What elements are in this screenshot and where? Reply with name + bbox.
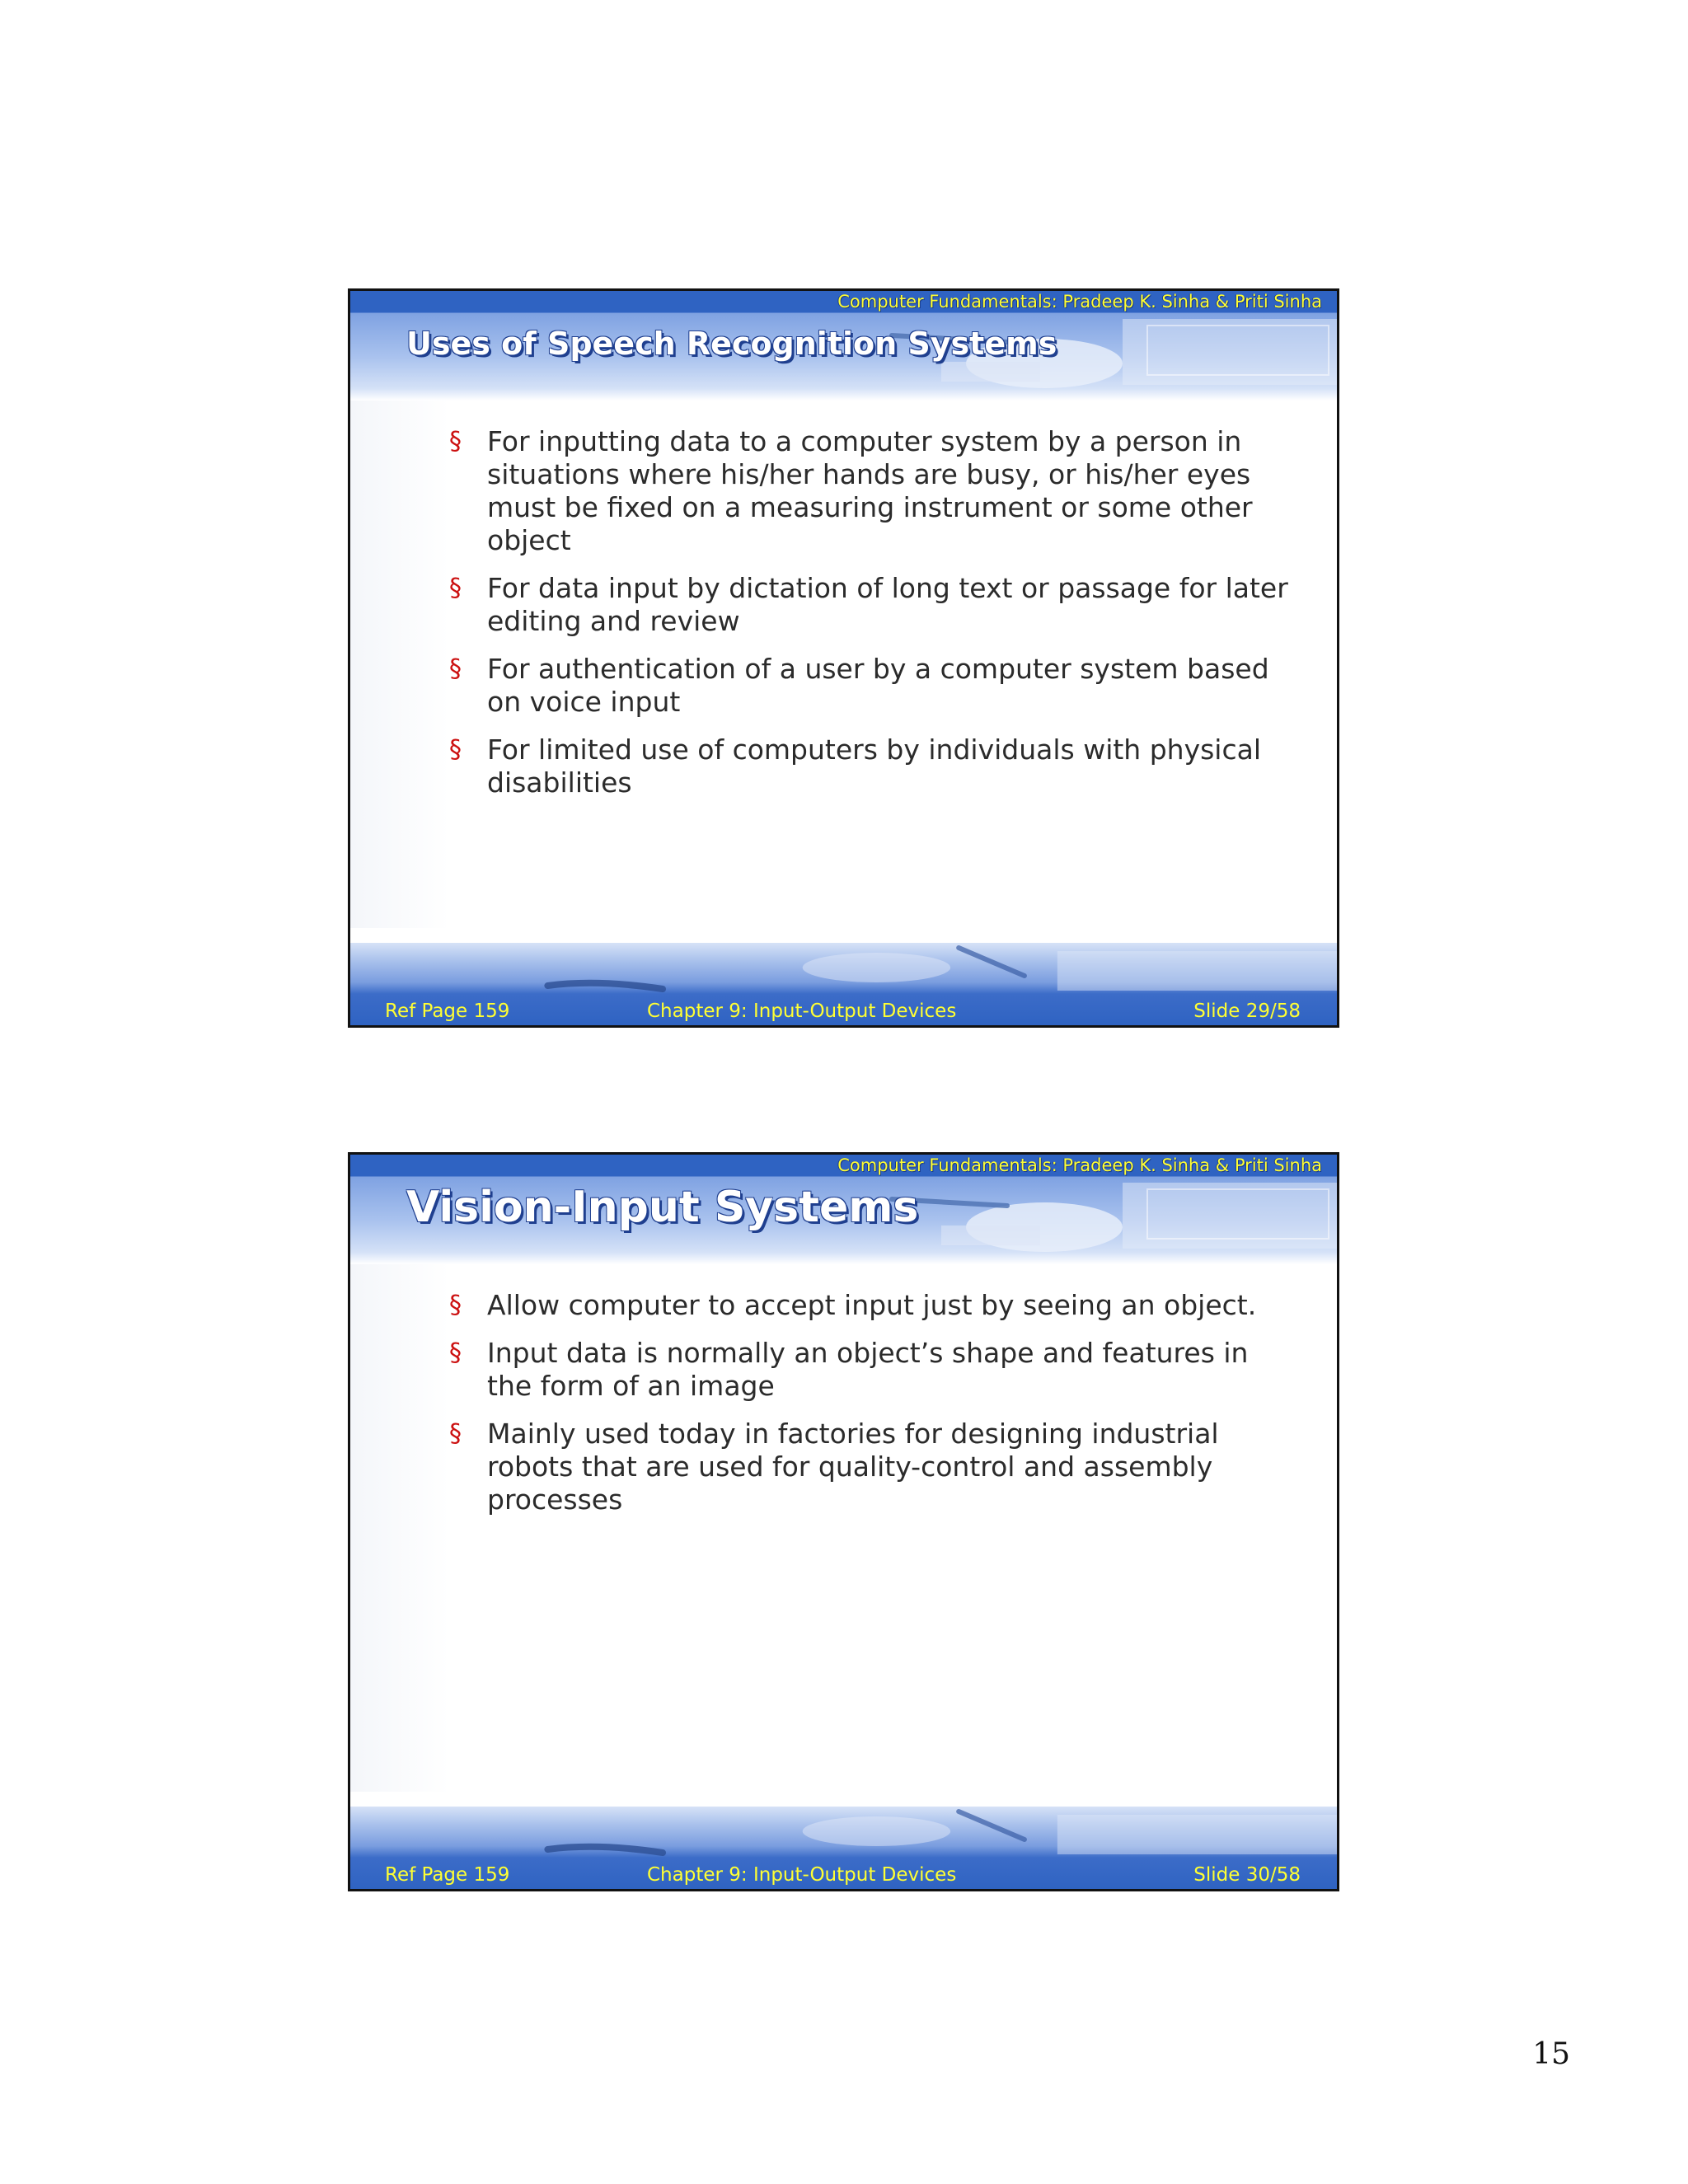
bullet-text: For authentication of a user by a computer system based on voice input — [487, 653, 1269, 718]
bullet-list — [449, 1289, 1290, 1531]
bullet-item — [449, 572, 1290, 638]
bullet-item — [449, 1418, 1290, 1516]
footer-decoration — [350, 1807, 1337, 1858]
chapter-label: Chapter 9: Input-Output Devices — [647, 1001, 957, 1022]
bullet-item — [449, 425, 1290, 557]
bullet-text: Input data is normally an object’s shape and features in the form of an image — [487, 1337, 1249, 1402]
slide-body — [350, 401, 1337, 928]
slide-header — [350, 291, 1337, 401]
bullet-item — [449, 733, 1290, 799]
page-number: 15 — [1532, 2037, 1570, 2071]
footer-decoration — [350, 943, 1337, 994]
section-sign-icon: § — [449, 654, 462, 683]
slide-title: Uses of Speech Recognition Systems — [406, 326, 1057, 362]
ref-page: Ref Page 159 — [385, 1001, 510, 1022]
slide-29 — [348, 288, 1339, 1028]
slide-30 — [348, 1152, 1339, 1891]
chapter-label: Chapter 9: Input-Output Devices — [647, 1864, 957, 1886]
bullet-list — [449, 425, 1290, 814]
bullet-text: For limited use of computers by individuals with physical disabilities — [487, 733, 1262, 799]
bullet-text: For inputting data to a computer system by a person in situations where his/her hands are busy, or his/her eyes must be fixed on a measuring instrument or some other object — [487, 425, 1253, 556]
section-sign-icon: § — [449, 427, 462, 456]
section-sign-icon: § — [449, 1338, 462, 1367]
bullet-item — [449, 653, 1290, 719]
section-sign-icon: § — [449, 735, 462, 764]
keyboard-mouse-illustration — [875, 1176, 1337, 1258]
section-sign-icon: § — [449, 1419, 462, 1448]
slide-footer — [350, 1807, 1337, 1889]
section-sign-icon: § — [449, 1291, 462, 1319]
book-reference: Computer Fundamentals: Pradeep K. Sinha & Priti Sinha — [837, 292, 1322, 312]
bullet-text: For data input by dictation of long text or passage for later editing and review — [487, 572, 1288, 637]
slide-body — [350, 1264, 1337, 1792]
section-sign-icon: § — [449, 574, 462, 602]
slide-title: Vision-Input Systems — [406, 1183, 919, 1232]
slide-counter: Slide 29/58 — [1193, 1001, 1301, 1022]
bullet-text: Allow computer to accept input just by seeing an object. — [487, 1289, 1257, 1321]
slide-counter: Slide 30/58 — [1193, 1864, 1301, 1886]
bullet-item — [449, 1337, 1290, 1403]
ref-page: Ref Page 159 — [385, 1864, 510, 1886]
book-reference: Computer Fundamentals: Pradeep K. Sinha & Priti Sinha — [837, 1155, 1322, 1175]
bullet-item — [449, 1289, 1290, 1322]
slide-footer — [350, 943, 1337, 1025]
bullet-text: Mainly used today in factories for designing industrial robots that are used for quality-control and assembly processes — [487, 1418, 1219, 1516]
slide-header — [350, 1155, 1337, 1264]
